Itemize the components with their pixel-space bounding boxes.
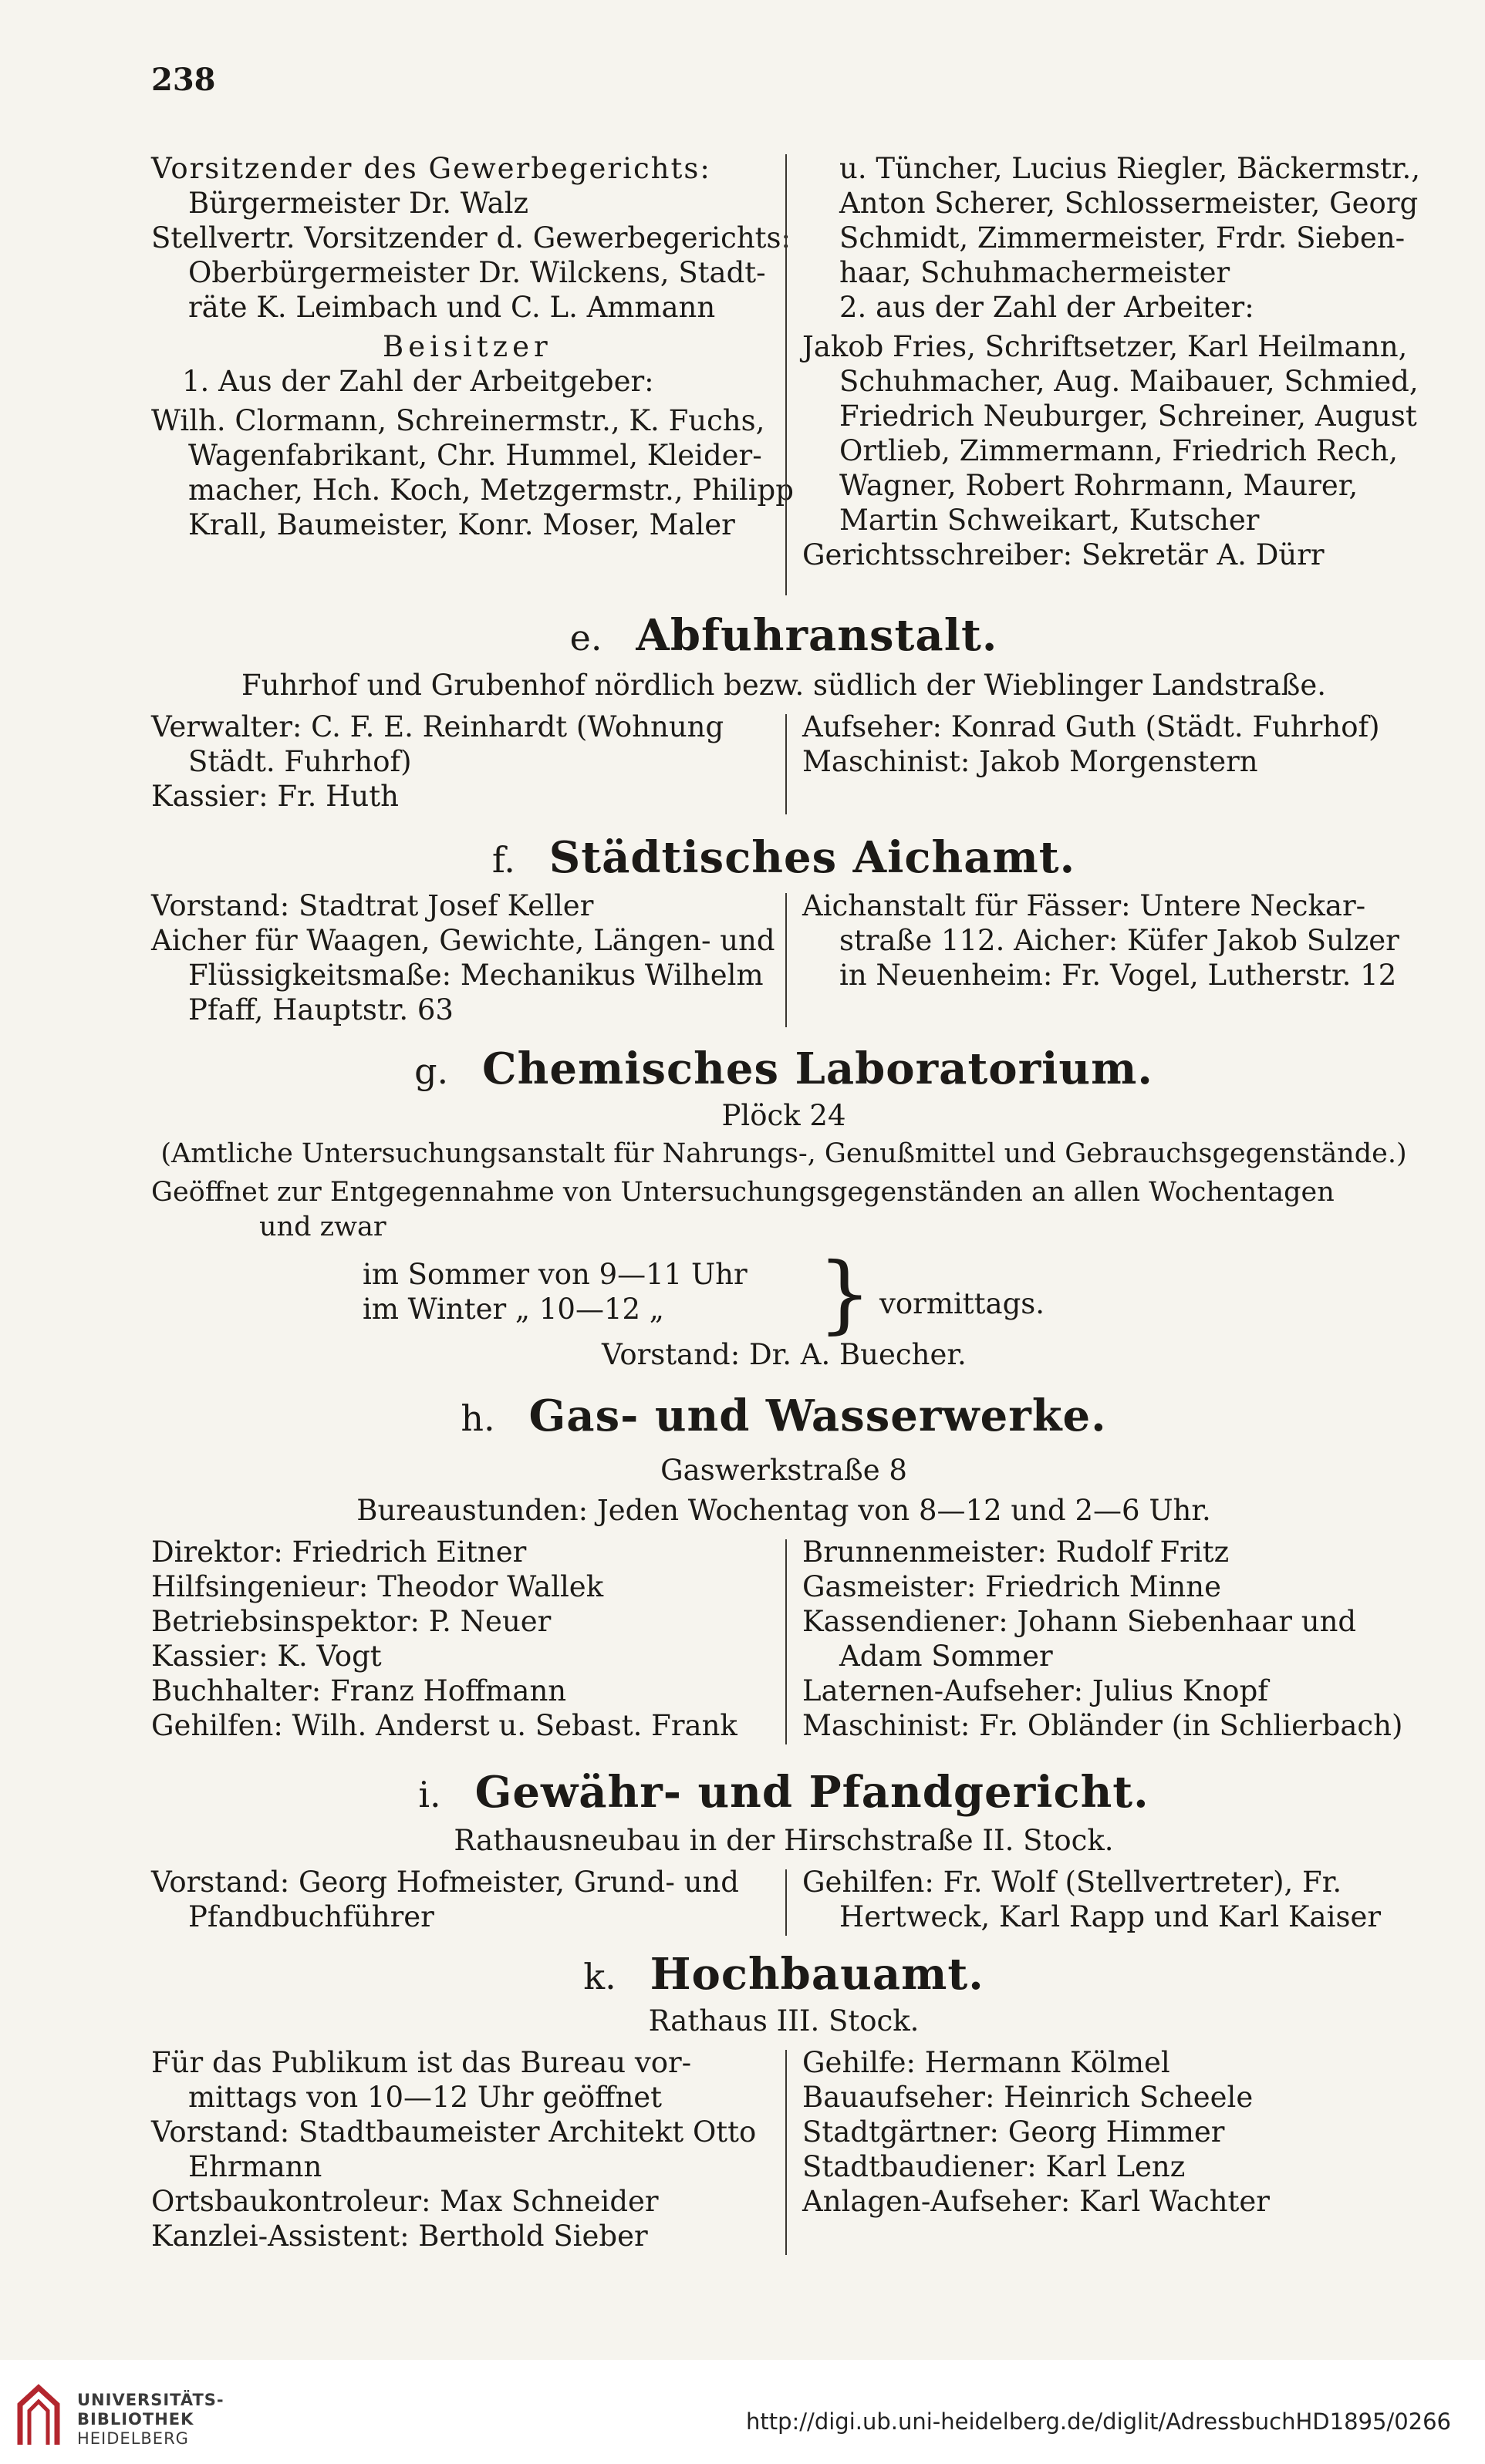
- section-h-address: Gaswerkstraße 8: [660, 1454, 907, 1487]
- text-line: macher, Hch. Koch, Metzgermstr., Philipp: [188, 474, 794, 507]
- text-line: räte K. Leimbach und C. L. Ammann: [188, 291, 716, 324]
- text-line: Maschinist: Jakob Morgenstern: [802, 745, 1258, 778]
- text-line: Wagenfabrikant, Chr. Hummel, Kleider-: [188, 439, 762, 472]
- text-line: straße 112. Aicher: Küfer Jakob Sulzer: [839, 924, 1399, 957]
- winter-hours: im Winter „ 10—12 „: [363, 1293, 664, 1326]
- section-h-left: [151, 1535, 737, 1743]
- logo-line: BIBLIOTHEK: [77, 2410, 194, 2429]
- text-line: Städt. Fuhrhof): [188, 745, 412, 778]
- text-line: Stadtbaudiener: Karl Lenz: [802, 2150, 1186, 2183]
- text-line: Buchhalter: Franz Hoffmann: [151, 1674, 567, 1707]
- section-i-right: [802, 1865, 1381, 1934]
- text-line: Pfandbuchführer: [188, 1900, 434, 1933]
- section-k-address: Rathaus III. Stock.: [648, 2004, 920, 2038]
- text-line: Oberbürgermeister Dr. Wilckens, Stadt-: [188, 256, 766, 289]
- viewer-footer: [0, 2360, 1485, 2464]
- text-line: Bürgermeister Dr. Walz: [188, 187, 529, 220]
- text-line: Bauaufseher: Heinrich Scheele: [802, 2081, 1254, 2114]
- text-line: 1. Aus der Zahl der Arbeitgeber:: [182, 365, 654, 398]
- text-line: Gasmeister: Friedrich Minne: [802, 1570, 1221, 1603]
- section-letter: h.: [461, 1397, 495, 1439]
- text-line: Stellvertr. Vorsitzender d. Gewerbegerichts:: [151, 221, 791, 254]
- column-divider: [785, 893, 787, 1027]
- text-line: Ortlieb, Zimmermann, Friedrich Rech,: [839, 434, 1398, 467]
- text-line: Anton Scherer, Schlossermeister, Georg: [839, 187, 1419, 220]
- section-g-hours: [363, 1257, 748, 1326]
- text-line: Gehilfen: Fr. Wolf (Stellvertreter), Fr.: [802, 1866, 1342, 1899]
- section-letter: i.: [418, 1774, 441, 1815]
- section-letter: g.: [414, 1050, 449, 1092]
- section-i-left: [151, 1865, 739, 1934]
- text-line: in Neuenheim: Fr. Vogel, Lutherstr. 12: [839, 959, 1397, 992]
- summer-hours: im Sommer von 9—11 Uhr: [363, 1258, 748, 1291]
- section-e-subtitle: Fuhrhof und Grubenhof nördlich bezw. südlich der Wieblinger Landstraße.: [241, 669, 1327, 702]
- top-left-column: [151, 151, 794, 542]
- column-divider: [785, 154, 787, 595]
- text-line: Gerichtsschreiber: Sekretär A. Dürr: [802, 538, 1325, 571]
- section-g-heading: [151, 1043, 1416, 1094]
- section-k-right: [802, 2045, 1270, 2219]
- text-line: Für das Publikum ist das Bureau vor-: [151, 2046, 692, 2079]
- text-line: Gehilfe: Hermann Kölmel: [802, 2046, 1170, 2079]
- page-number: 238: [151, 62, 216, 98]
- text-line: Hilfsingenieur: Theodor Wallek: [151, 1570, 604, 1603]
- text-line: Anlagen-Aufseher: Karl Wachter: [802, 2185, 1270, 2218]
- text-line: Aichanstalt für Fässer: Untere Neckar-: [802, 889, 1366, 922]
- text-line: Kassier: Fr. Huth: [151, 780, 399, 813]
- section-letter: k.: [583, 1956, 616, 1997]
- section-title: Gas- und Wasserwerke.: [528, 1390, 1107, 1441]
- vormittags-label: vormittags.: [879, 1287, 1045, 1320]
- section-g-vorstand: Vorstand: Dr. A. Buecher.: [602, 1338, 967, 1371]
- section-g-opening: [151, 1175, 1335, 1245]
- text-line: Kassendiener: Johann Siebenhaar und: [802, 1605, 1357, 1638]
- section-h-right: [802, 1535, 1402, 1743]
- section-k-left: [151, 2045, 756, 2253]
- text-line: Gehilfen: Wilh. Anderst u. Sebast. Frank: [151, 1709, 737, 1742]
- section-title: Hochbauamt.: [650, 1949, 984, 2000]
- section-h-hours: Bureaustunden: Jeden Wochentag von 8—12 und 2—6 Uhr.: [356, 1494, 1211, 1527]
- column-divider: [785, 1539, 787, 1744]
- text-line: Krall, Baumeister, Konr. Moser, Maler: [188, 508, 735, 541]
- text-line: Schmidt, Zimmermeister, Frdr. Sieben-: [839, 221, 1406, 254]
- text-line: Brunnenmeister: Rudolf Fritz: [802, 1535, 1230, 1569]
- text-line: Stadtgärtner: Georg Himmer: [802, 2115, 1225, 2149]
- library-logo-text: [77, 2391, 224, 2449]
- column-divider: [785, 714, 787, 814]
- text-line: Wagner, Robert Rohrmann, Maurer,: [839, 469, 1358, 502]
- top-right-column: [802, 151, 1420, 572]
- text-line: Betriebsinspektor: P. Neuer: [151, 1605, 552, 1638]
- text-line: Ortsbaukontroleur: Max Schneider: [151, 2185, 659, 2218]
- text-line: Geöffnet zur Entgegennahme von Untersuchungsgegenständen an allen Wochentagen: [151, 1177, 1335, 1208]
- text-line: und zwar: [259, 1212, 386, 1242]
- section-e-left: [151, 710, 724, 814]
- section-i-address: Rathausneubau in der Hirschstraße II. Stock.: [454, 1824, 1114, 1857]
- section-title: Abfuhranstalt.: [636, 610, 998, 661]
- text-line: haar, Schuhmachermeister: [839, 256, 1230, 289]
- beisitzer-heading: Beisitzer: [383, 330, 552, 363]
- column-divider: [785, 2050, 787, 2255]
- section-letter: f.: [491, 839, 515, 881]
- section-e-right: [802, 710, 1380, 779]
- section-g-note: (Amtliche Untersuchungsanstalt für Nahrungs-, Genußmittel und Gebrauchsgegenstände.): [160, 1138, 1407, 1169]
- section-title: Chemisches Laboratorium.: [482, 1043, 1153, 1094]
- text-line: Verwalter: C. F. E. Reinhardt (Wohnung: [151, 710, 724, 743]
- library-logo-icon: [15, 2383, 62, 2449]
- text-line: Martin Schweikart, Kutscher: [839, 504, 1260, 537]
- section-f-right: [802, 888, 1399, 993]
- section-letter: e.: [569, 617, 602, 659]
- text-line: Schuhmacher, Aug. Maibauer, Schmied,: [839, 365, 1419, 398]
- brace-mark: }: [818, 1244, 872, 1343]
- text-line: Pfaff, Hauptstr. 63: [188, 993, 454, 1026]
- text-line: u. Tüncher, Lucius Riegler, Bäckermstr.,: [839, 152, 1421, 185]
- section-h-heading: [151, 1390, 1416, 1441]
- section-k-heading: [151, 1949, 1416, 2000]
- text-line: Direktor: Friedrich Eitner: [151, 1535, 527, 1569]
- text-line: Wilh. Clormann, Schreinermstr., K. Fuchs,: [151, 404, 765, 437]
- text-line: Flüssigkeitsmaße: Mechanikus Wilhelm: [188, 959, 764, 992]
- section-i-heading: [151, 1767, 1416, 1818]
- section-f-left: [151, 888, 775, 1027]
- permalink-url[interactable]: http://digi.ub.uni-heidelberg.de/diglit/AdressbuchHD1895/0266: [745, 2408, 1451, 2435]
- text-line: Maschinist: Fr. Obländer (in Schlierbach): [802, 1709, 1403, 1742]
- text-line: Vorstand: Georg Hofmeister, Grund- und: [151, 1866, 739, 1899]
- text-line: Laternen-Aufseher: Julius Knopf: [802, 1674, 1268, 1707]
- text-line: Vorsitzender des Gewerbegerichts:: [151, 152, 711, 185]
- section-f-heading: [151, 832, 1416, 883]
- section-e-heading: [151, 610, 1416, 661]
- text-line: Kanzlei-Assistent: Berthold Sieber: [151, 2220, 648, 2253]
- logo-line: UNIVERSITÄTS-: [77, 2391, 224, 2409]
- text-line: Vorstand: Stadtbaumeister Architekt Otto: [151, 2115, 757, 2149]
- text-line: Aufseher: Konrad Guth (Städt. Fuhrhof): [802, 710, 1380, 743]
- section-title: Gewähr- und Pfandgericht.: [474, 1767, 1149, 1818]
- text-line: mittags von 10—12 Uhr geöffnet: [188, 2081, 663, 2114]
- text-line: 2. aus der Zahl der Arbeiter:: [839, 291, 1254, 324]
- text-line: Hertweck, Karl Rapp und Karl Kaiser: [839, 1900, 1382, 1933]
- text-line: Adam Sommer: [839, 1640, 1053, 1673]
- text-line: Kassier: K. Vogt: [151, 1640, 382, 1673]
- column-divider: [785, 1869, 787, 1936]
- text-line: Vorstand: Stadtrat Josef Keller: [151, 889, 594, 922]
- text-line: Ehrmann: [188, 2150, 322, 2183]
- text-line: Friedrich Neuburger, Schreiner, August: [839, 399, 1417, 433]
- text-line: Aicher für Waagen, Gewichte, Längen- und: [151, 924, 775, 957]
- text-line: Jakob Fries, Schriftsetzer, Karl Heilmann,: [802, 330, 1408, 363]
- logo-line: HEIDELBERG: [77, 2429, 189, 2448]
- section-title: Städtisches Aichamt.: [548, 832, 1076, 883]
- section-g-address: Plöck 24: [721, 1099, 846, 1132]
